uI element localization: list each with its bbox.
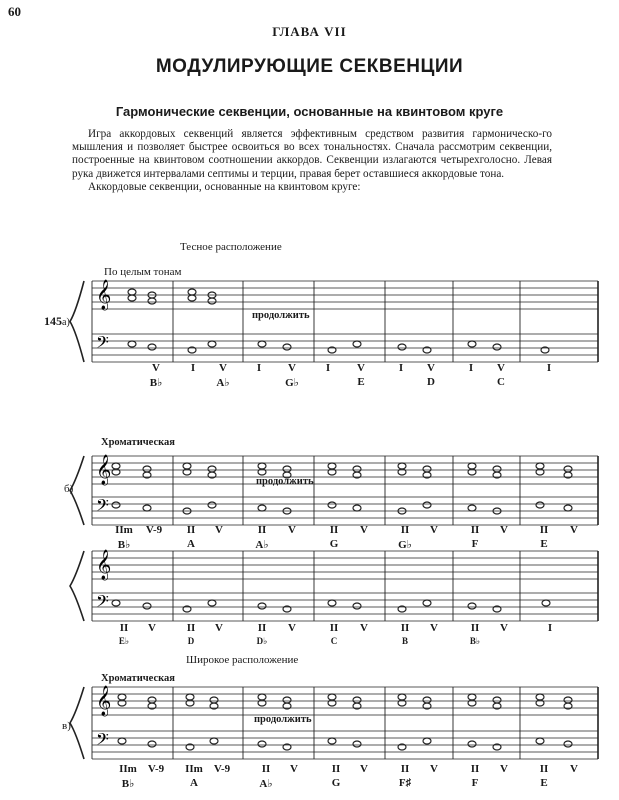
note-head <box>493 344 501 350</box>
note-head <box>423 466 431 472</box>
treble-clef-icon: 𝄞 <box>96 280 112 309</box>
degree-label: I <box>398 362 404 374</box>
note-head <box>398 694 406 700</box>
degree-label: V <box>497 362 505 374</box>
degree-label: I <box>546 362 552 374</box>
degree-label: I <box>256 362 262 374</box>
degree-label: V <box>215 524 223 536</box>
section-a-heading: Тесное расположение <box>180 241 282 253</box>
degree-label: V <box>290 763 298 775</box>
key-label: B♭ <box>121 778 135 790</box>
degree-label: V <box>148 622 156 634</box>
degree-label: II <box>331 763 341 775</box>
note-head <box>542 600 550 606</box>
key-label: D <box>187 636 195 646</box>
note-head <box>128 341 136 347</box>
section-b-letter: б) <box>64 483 74 495</box>
degree-label: I <box>468 362 474 374</box>
note-head <box>143 603 151 609</box>
degree-label: V <box>570 524 578 536</box>
section-c-heading: Широкое расположение <box>186 654 299 666</box>
note-head <box>353 697 361 703</box>
note-head <box>353 741 361 747</box>
note-head <box>112 463 120 469</box>
key-label: G♭ <box>398 539 412 551</box>
note-head <box>468 603 476 609</box>
staff-system <box>70 454 598 525</box>
note-head <box>468 341 476 347</box>
degree-label: V <box>288 622 296 634</box>
note-head <box>148 697 156 703</box>
degree-label: IIm <box>119 763 137 775</box>
section-c-subheading: Хроматическая <box>101 673 175 684</box>
intro-paragraph-1: Игра аккордовых секвенций является эффективным средством развития гармоническо-го мышления и позволяет быстрее освоиться во всех тональностях. Сначала рассмотрим секвенции, построенные на квинтовом соотношении аккордов. Секвенции излагаются четырехголосно. Левая рука движется интервалами септимы и терции, правая берет оставшиеся аккордовые тона. <box>72 128 552 180</box>
key-label: B♭ <box>469 636 481 646</box>
note-head <box>353 603 361 609</box>
section-a-letter: а) <box>62 317 70 328</box>
note-head <box>118 694 126 700</box>
degree-label: V <box>357 362 365 374</box>
key-label: E <box>357 376 365 388</box>
degree-label: II <box>257 524 267 536</box>
brace <box>70 281 84 362</box>
key-label: A♭ <box>255 539 269 551</box>
note-head <box>283 344 291 350</box>
treble-clef-icon: 𝄞 <box>96 550 112 579</box>
treble-clef-icon: 𝄞 <box>96 686 112 715</box>
note-head <box>143 466 151 472</box>
staff-system <box>70 549 598 621</box>
staff-systems <box>70 279 598 759</box>
key-label: E <box>540 777 548 789</box>
bass-clef-icon: 𝄢 <box>96 334 109 356</box>
staff-system <box>70 685 598 759</box>
degree-label: V <box>430 622 438 634</box>
key-label: B♭ <box>149 377 163 389</box>
chapter-title: МОДУЛИРУЮЩИЕ СЕКВЕНЦИИ <box>155 56 464 77</box>
key-label: A♭ <box>216 377 230 389</box>
degree-label: IIm <box>185 763 203 775</box>
note-head <box>468 463 476 469</box>
note-head <box>353 505 361 511</box>
degree-label: V <box>500 763 508 775</box>
note-head <box>536 694 544 700</box>
note-head <box>283 466 291 472</box>
note-head <box>493 466 501 472</box>
note-head <box>118 738 126 744</box>
brace <box>70 551 84 621</box>
degree-label: V <box>288 524 296 536</box>
note-head <box>112 502 120 508</box>
note-head <box>210 738 218 744</box>
key-label: E <box>540 538 548 550</box>
note-head <box>536 738 544 744</box>
note-head <box>148 344 156 350</box>
section-a-subheading: По целым тонам <box>104 266 182 278</box>
note-head <box>353 341 361 347</box>
section-b-continue: продолжить <box>256 476 314 487</box>
note-head <box>564 505 572 511</box>
note-head <box>186 694 194 700</box>
bass-clef-icon: 𝄢 <box>96 593 109 615</box>
note-head <box>423 502 431 508</box>
degree-label: V <box>430 524 438 536</box>
brace <box>70 687 84 759</box>
note-head <box>258 463 266 469</box>
degree-label: V <box>427 362 435 374</box>
degree-label: II <box>329 524 339 536</box>
note-head <box>208 600 216 606</box>
note-head <box>148 741 156 747</box>
key-label: C <box>497 376 505 388</box>
note-head <box>328 694 336 700</box>
intro-paragraph-2: Аккордовые секвенции, основанные на квинтовом круге: <box>88 180 361 193</box>
note-head <box>258 694 266 700</box>
note-head <box>258 341 266 347</box>
section-b-heading: Хроматическая <box>101 437 175 448</box>
key-label: G <box>331 777 341 789</box>
degree-label: II <box>539 763 549 775</box>
note-head <box>183 463 191 469</box>
note-head <box>468 694 476 700</box>
degree-label: II <box>186 524 196 536</box>
degree-label: I <box>547 622 553 634</box>
degree-label: II <box>261 763 271 775</box>
degree-label: V <box>219 362 227 374</box>
note-head <box>564 466 572 472</box>
note-head <box>398 463 406 469</box>
page-number: 60 <box>8 4 21 19</box>
degree-label: II <box>470 622 480 634</box>
note-head <box>423 600 431 606</box>
note-head <box>353 466 361 472</box>
note-head <box>468 741 476 747</box>
note-head <box>283 697 291 703</box>
degree-label: II <box>539 524 549 536</box>
note-head <box>328 738 336 744</box>
key-label: A <box>187 538 195 550</box>
key-label: A <box>190 777 198 789</box>
note-head <box>258 603 266 609</box>
degree-label: II <box>470 763 480 775</box>
note-head <box>328 600 336 606</box>
degree-label: V <box>430 763 438 775</box>
note-head <box>328 502 336 508</box>
degree-label: V-9 <box>145 524 163 536</box>
key-label: G♭ <box>285 377 299 389</box>
note-head <box>468 505 476 511</box>
example-number-value: 145 <box>44 314 62 328</box>
note-head <box>148 298 156 304</box>
note-head <box>536 463 544 469</box>
degree-label: II <box>257 622 267 634</box>
degree-label: IIm <box>115 524 133 536</box>
bass-clef-icon: 𝄢 <box>96 497 109 519</box>
degree-label: I <box>190 362 196 374</box>
note-head <box>564 741 572 747</box>
degree-label: V <box>288 362 296 374</box>
note-head <box>208 502 216 508</box>
note-head <box>208 298 216 304</box>
note-head <box>188 289 196 295</box>
key-label: F <box>471 777 479 789</box>
degree-label: V-9 <box>147 763 165 775</box>
note-head <box>112 600 120 606</box>
note-head <box>208 341 216 347</box>
key-label: D♭ <box>256 636 268 646</box>
degree-label: II <box>186 622 196 634</box>
note-head <box>258 505 266 511</box>
degree-label: V <box>360 622 368 634</box>
note-head <box>328 463 336 469</box>
degree-label: I <box>325 362 331 374</box>
degree-label: V <box>360 763 368 775</box>
note-head <box>128 295 136 301</box>
note-head <box>423 697 431 703</box>
key-label: F♯ <box>398 777 412 789</box>
key-label: E♭ <box>118 636 130 646</box>
note-heads <box>112 289 572 750</box>
note-head <box>128 289 136 295</box>
key-label: A♭ <box>259 778 273 790</box>
key-label: C <box>330 636 338 646</box>
note-head <box>423 738 431 744</box>
degree-label: II <box>329 622 339 634</box>
degree-label: V <box>152 362 160 374</box>
note-head <box>210 697 218 703</box>
key-label: B♭ <box>117 539 131 551</box>
degree-label: V-9 <box>213 763 231 775</box>
degree-label: II <box>400 763 410 775</box>
section-a-continue: продолжить <box>252 310 310 321</box>
degree-label: II <box>119 622 129 634</box>
degree-label: II <box>400 524 410 536</box>
note-head <box>258 741 266 747</box>
key-label: G <box>329 538 339 550</box>
section-c-continue: продолжить <box>254 714 312 725</box>
key-label: B <box>401 636 408 646</box>
note-head <box>398 344 406 350</box>
degree-label: II <box>470 524 480 536</box>
note-head <box>188 295 196 301</box>
degree-label: V <box>570 763 578 775</box>
degree-label: V <box>500 524 508 536</box>
key-label: D <box>427 376 435 388</box>
note-head <box>564 697 572 703</box>
bass-clef-icon: 𝄢 <box>96 731 109 753</box>
note-head <box>208 466 216 472</box>
section-c-letter: в) <box>62 720 71 732</box>
note-head <box>536 502 544 508</box>
section-title: Гармонические секвенции, основанные на квинтовом круге <box>115 104 504 119</box>
chapter-label: ГЛАВА VII <box>272 24 347 39</box>
degree-label: V <box>500 622 508 634</box>
degree-label: V <box>360 524 368 536</box>
degree-label: V <box>215 622 223 634</box>
note-head <box>143 505 151 511</box>
degree-label: II <box>400 622 410 634</box>
treble-clef-icon: 𝄞 <box>96 455 112 484</box>
key-label: F <box>471 538 479 550</box>
note-head <box>493 697 501 703</box>
